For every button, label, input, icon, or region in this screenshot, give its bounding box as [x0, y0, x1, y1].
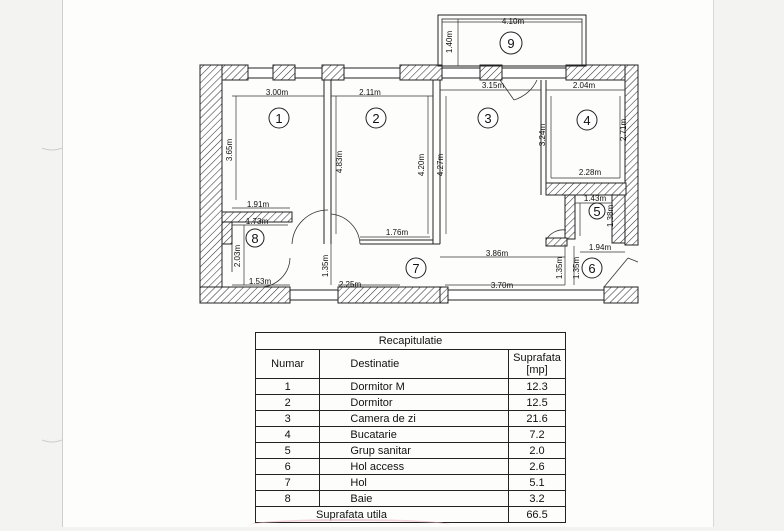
- row-suprafata: 21.6: [509, 411, 566, 427]
- row-numar: 5: [256, 443, 320, 459]
- dim-label: 1.94m: [588, 243, 612, 252]
- row-destinatie: Hol: [320, 475, 509, 491]
- partitions: [324, 80, 546, 244]
- dim-label: 3.00m: [265, 88, 289, 97]
- row-destinatie: Grup sanitar: [320, 443, 509, 459]
- row-suprafata: 12.5: [509, 395, 566, 411]
- row-destinatie: Camera de zi: [320, 411, 509, 427]
- dim-label: 3.24m: [538, 123, 547, 147]
- dim-label: 4.10m: [501, 17, 525, 26]
- dim-label: 2.25m: [338, 280, 362, 289]
- table-row: [256, 411, 566, 427]
- row-numar: 2: [256, 395, 320, 411]
- svg-text:8: 8: [251, 231, 259, 246]
- row-numar: 8: [256, 491, 320, 507]
- recap-title: Recapitulatie: [256, 333, 566, 350]
- total-value: 66.5: [509, 507, 566, 523]
- row-destinatie: Bucatarie: [320, 427, 509, 443]
- row-suprafata: 5.1: [509, 475, 566, 491]
- table-row: [256, 427, 566, 443]
- margin-mark: [42, 148, 62, 150]
- dim-label: 1.43m: [583, 194, 607, 203]
- row-numar: 4: [256, 427, 320, 443]
- recap-table: [255, 332, 566, 523]
- row-destinatie: Dormitor M: [320, 379, 509, 395]
- dim-label: 2.04m: [572, 81, 596, 90]
- dim-label: 4.20m: [417, 153, 426, 177]
- row-destinatie: Dormitor: [320, 395, 509, 411]
- dim-label: 4.83m: [335, 150, 344, 174]
- dim-label: 1.91m: [246, 200, 270, 209]
- row-suprafata: 12.3: [509, 379, 566, 395]
- dim-label: 2.03m: [233, 244, 242, 268]
- margin-mark: [42, 440, 62, 442]
- row-destinatie: Hol access: [320, 459, 509, 475]
- row-numar: 6: [256, 459, 320, 475]
- dim-label: 2.71m: [619, 118, 628, 142]
- svg-text:4: 4: [583, 113, 591, 128]
- table-row: [256, 475, 566, 491]
- svg-text:5: 5: [593, 204, 601, 219]
- table-row: [256, 459, 566, 475]
- dimension-labels: [225, 17, 628, 290]
- header-suprafata-line2: [mp]: [526, 364, 548, 376]
- dim-label: 3.65m: [225, 138, 234, 162]
- stamp-mark: [250, 519, 450, 531]
- room-1-label: [269, 108, 289, 128]
- dim-label: 3.70m: [490, 281, 514, 290]
- room-6-label: [582, 258, 602, 278]
- header-destinatie: Destinatie: [320, 350, 509, 379]
- dim-label: 1.40m: [445, 30, 454, 54]
- dim-label: 1.76m: [385, 228, 409, 237]
- row-suprafata: 7.2: [509, 427, 566, 443]
- header-suprafata: [509, 350, 566, 379]
- header-suprafata-line1: Suprafata: [513, 352, 561, 364]
- svg-text:6: 6: [588, 261, 596, 276]
- row-numar: 3: [256, 411, 320, 427]
- table-row: [256, 443, 566, 459]
- room-2-label: [366, 108, 386, 128]
- dim-label: 1.73m: [245, 217, 269, 226]
- row-numar: 7: [256, 475, 320, 491]
- dim-label: 4.27m: [436, 153, 445, 177]
- svg-text:3: 3: [484, 111, 492, 126]
- room-9-label: [500, 32, 522, 54]
- dim-label: 2.11m: [359, 88, 381, 97]
- room-4-label: [577, 110, 597, 130]
- row-suprafata: 2.6: [509, 459, 566, 475]
- dim-label: 1.38m: [606, 204, 615, 228]
- dim-label: 3.86m: [485, 249, 509, 258]
- dim-label: 1.35m: [572, 256, 581, 280]
- dim-label: 2.28m: [578, 168, 602, 177]
- dim-label: 1.53m: [248, 277, 272, 286]
- dim-label: 3.15m: [481, 81, 505, 90]
- dim-label: 1.35m: [321, 254, 330, 278]
- row-numar: 1: [256, 379, 320, 395]
- table-row: [256, 395, 566, 411]
- total-label: Suprafata utila: [256, 507, 509, 523]
- recap-header-row: [256, 350, 566, 379]
- header-numar: Numar: [256, 350, 320, 379]
- room-3-label: [478, 108, 498, 128]
- row-destinatie: Baie: [320, 491, 509, 507]
- room-7-label: [406, 258, 426, 278]
- table-row: [256, 379, 566, 395]
- svg-text:2: 2: [372, 111, 380, 126]
- svg-text:7: 7: [412, 261, 420, 276]
- dim-label: 1.35m: [555, 256, 564, 280]
- row-suprafata: 3.2: [509, 491, 566, 507]
- table-row: [256, 491, 566, 507]
- row-suprafata: 2.0: [509, 443, 566, 459]
- recap-title-row: [256, 333, 566, 350]
- room-5-label: [589, 203, 605, 219]
- room-8-label: [246, 229, 264, 247]
- svg-text:1: 1: [275, 111, 283, 126]
- svg-text:9: 9: [507, 36, 515, 51]
